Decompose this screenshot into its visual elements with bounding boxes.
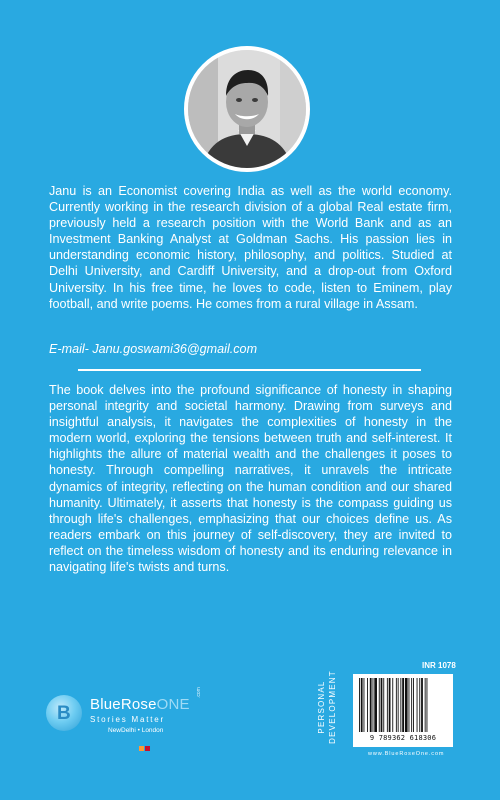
price-label: INR 1078 xyxy=(422,661,456,670)
barcode-digits: 9 789362 618306 xyxy=(369,734,437,742)
barcode-bar xyxy=(370,678,372,732)
publisher-logo xyxy=(46,687,216,752)
publisher-locations: NewDelhi • London xyxy=(108,727,164,734)
barcode-bars xyxy=(353,674,453,734)
barcode-bar xyxy=(361,678,363,732)
barcode-bar xyxy=(413,678,414,732)
barcode-bar xyxy=(411,678,412,732)
barcode-bar xyxy=(387,678,388,732)
website-url: www.BlueRoseOne.com xyxy=(368,751,445,757)
category-label xyxy=(316,657,358,757)
publisher-brand-suffix: ONE xyxy=(156,696,190,713)
publisher-domain: .com xyxy=(196,687,202,698)
publisher-brand: BlueRose xyxy=(90,696,157,713)
barcode-bar xyxy=(392,678,393,732)
publisher-b-icon: B xyxy=(46,695,82,731)
barcode-bar xyxy=(425,678,426,732)
barcode-bar xyxy=(398,678,399,732)
barcode-bar xyxy=(396,678,397,732)
isbn-barcode xyxy=(353,674,453,747)
barcode-bar xyxy=(402,678,404,732)
barcode-bar xyxy=(364,678,365,732)
barcode-bar xyxy=(405,678,408,732)
barcode-bar xyxy=(389,678,391,732)
divider xyxy=(78,369,421,371)
book-blurb: The book delves into the profound significance of honesty in shaping personal integrity and societal harmony. Drawing from surveys and insightful analysis, it navigates the complexities of honesty in the modern world, exploring the tensions between truth and self-interest. It highlights the allure of material wealth and the challenges it poses to honesty. Through compelling narratives, it unravels the intricate dynamics of integrity, reflecting on the human condition and our shared humanity. Ultimately, it asserts that honesty is the compass guiding us through life's challenges, emphasizing that our choices define us. As readers embark on this journey of self-discovery, they are invited to reflect on the timeless wisdom of honesty and its enduring relevance in navigating life's twists and turns. xyxy=(49,383,452,575)
barcode-bar xyxy=(400,678,401,732)
barcode-bar xyxy=(374,678,377,732)
publisher-tagline: Stories Matter xyxy=(90,715,165,724)
author-email: E-mail- Janu.goswami36@gmail.com xyxy=(49,342,258,356)
author-bio: Janu is an Economist covering India as well as the world economy. Currently working in the research division of a global Real estate firm, previously held a research position with the World Bank and as an Investment Banking Analyst at Goldman Sachs. His passion lies in understanding economic history, philosophy, and politics. Studied at Delhi University, and Cardiff University, and a drop-out from Oxford University. In his free time, he loves to code, listen to Eminem, play football, and write poems. He comes from a rural village in Assam. xyxy=(49,184,452,311)
barcode-bar xyxy=(419,678,420,732)
barcode-bar xyxy=(383,678,384,732)
barcode-bar xyxy=(379,678,380,732)
author-photo-image xyxy=(188,50,306,168)
author-photo xyxy=(184,46,310,172)
category-line-1: PERSONAL xyxy=(317,680,326,734)
barcode-bar xyxy=(427,678,428,732)
barcode-bar xyxy=(381,678,383,732)
barcode-bar xyxy=(367,678,368,732)
barcode-bar xyxy=(421,678,423,732)
publisher-name xyxy=(90,696,190,713)
barcode-bar xyxy=(359,678,360,732)
flags-icon xyxy=(139,738,151,743)
barcode-bar xyxy=(373,678,374,732)
barcode-bar xyxy=(417,678,418,732)
category-line-2: DEVELOPMENT xyxy=(328,670,337,744)
barcode-bar xyxy=(409,678,410,732)
